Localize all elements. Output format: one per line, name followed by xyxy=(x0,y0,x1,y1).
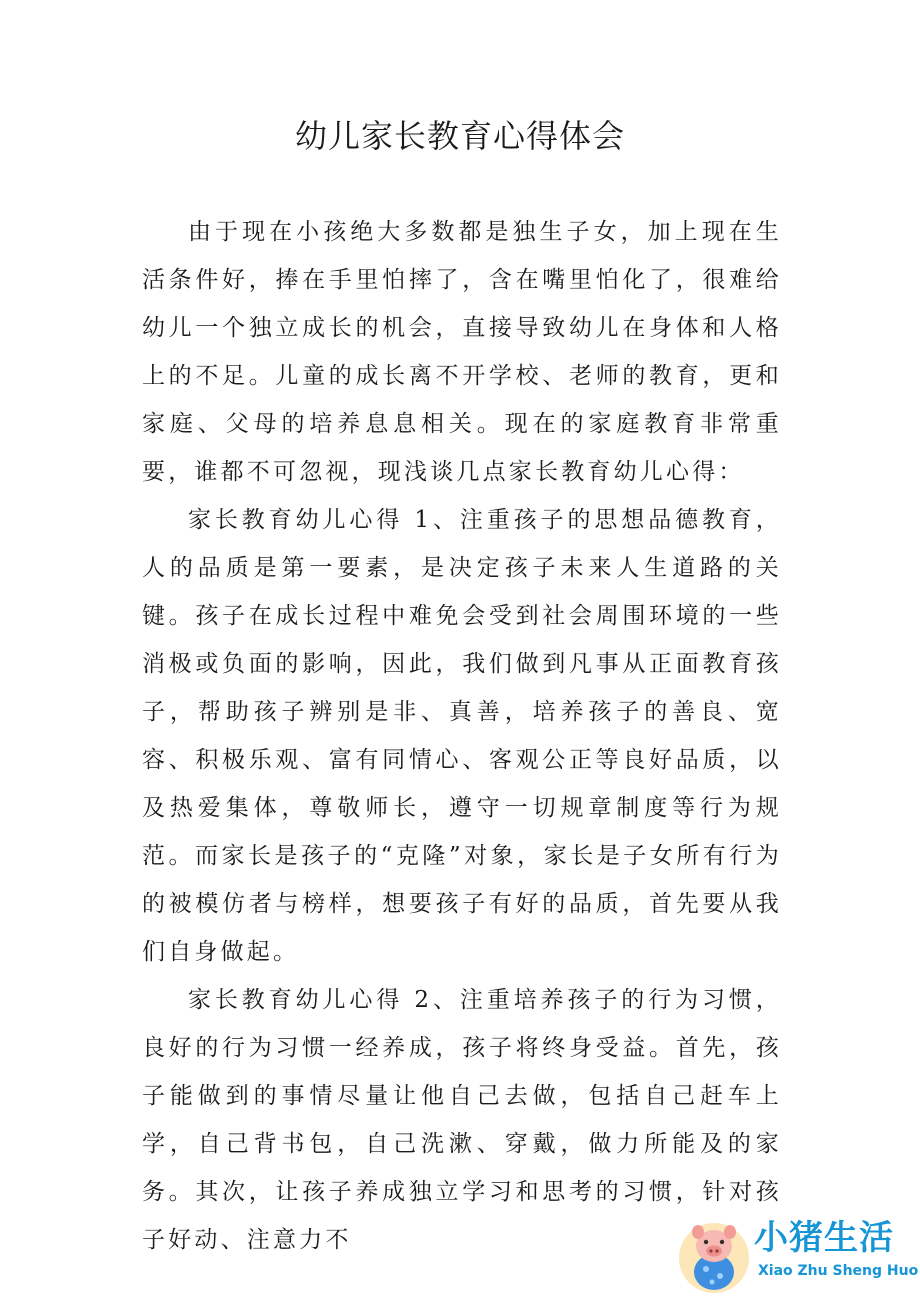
paragraph-tip-2: 家长教育幼儿心得 2、注重培养孩子的行为习惯，良好的行为习惯一经养成，孩子将终身受益。首先，孩子能做到的事情尽量让他自己去做，包括自己赶车上学，自己背书包，自己洗漱、穿戴，做力所能及的家务。其次，让孩子养成独立学习和思考的习惯，针对孩子好动、注意力不 xyxy=(142,987,782,1253)
paragraph-tip-1: 家长教育幼儿心得 1、注重孩子的思想品德教育，人的品质是第一要素，是决定孩子未来人生道路的关键。孩子在成长过程中难免会受到社会周围环境的一些消极或负面的影响，因此，我们做到凡事从正面教育孩子，帮助孩子辨别是非、真善，培养孩子的善良、宽容、积极乐观、富有同情心、客观公正等良好品质，以及热爱集体，尊敬师长，遵守一切规章制度等行为规范。而家长是孩子的“克隆”对象，家长是子女所有行为的被模仿者与榜样，想要孩子有好的品质，首先要从我们自身做起。 xyxy=(142,507,782,965)
watermark-name-cn: 小猪生活 xyxy=(754,1218,894,1258)
watermark-name-en: Xiao Zhu Sheng Huo xyxy=(758,1263,919,1279)
document-title: 幼儿家长教育心得体会 xyxy=(294,117,625,155)
document-body xyxy=(142,208,782,1264)
pig-mascot-icon xyxy=(676,1214,752,1294)
paragraph-intro: 由于现在小孩绝大多数都是独生子女，加上现在生活条件好，捧在手里怕摔了，含在嘴里怕化了，很难给幼儿一个独立成长的机会，直接导致幼儿在身体和人格上的不足。儿童的成长离不开学校、老师的教育，更和家庭、父母的培养息息相关。现在的家庭教育非常重要，谁都不可忽视，现浅谈几点家长教育幼儿心得： xyxy=(142,219,782,485)
watermark-logo xyxy=(676,1214,919,1294)
